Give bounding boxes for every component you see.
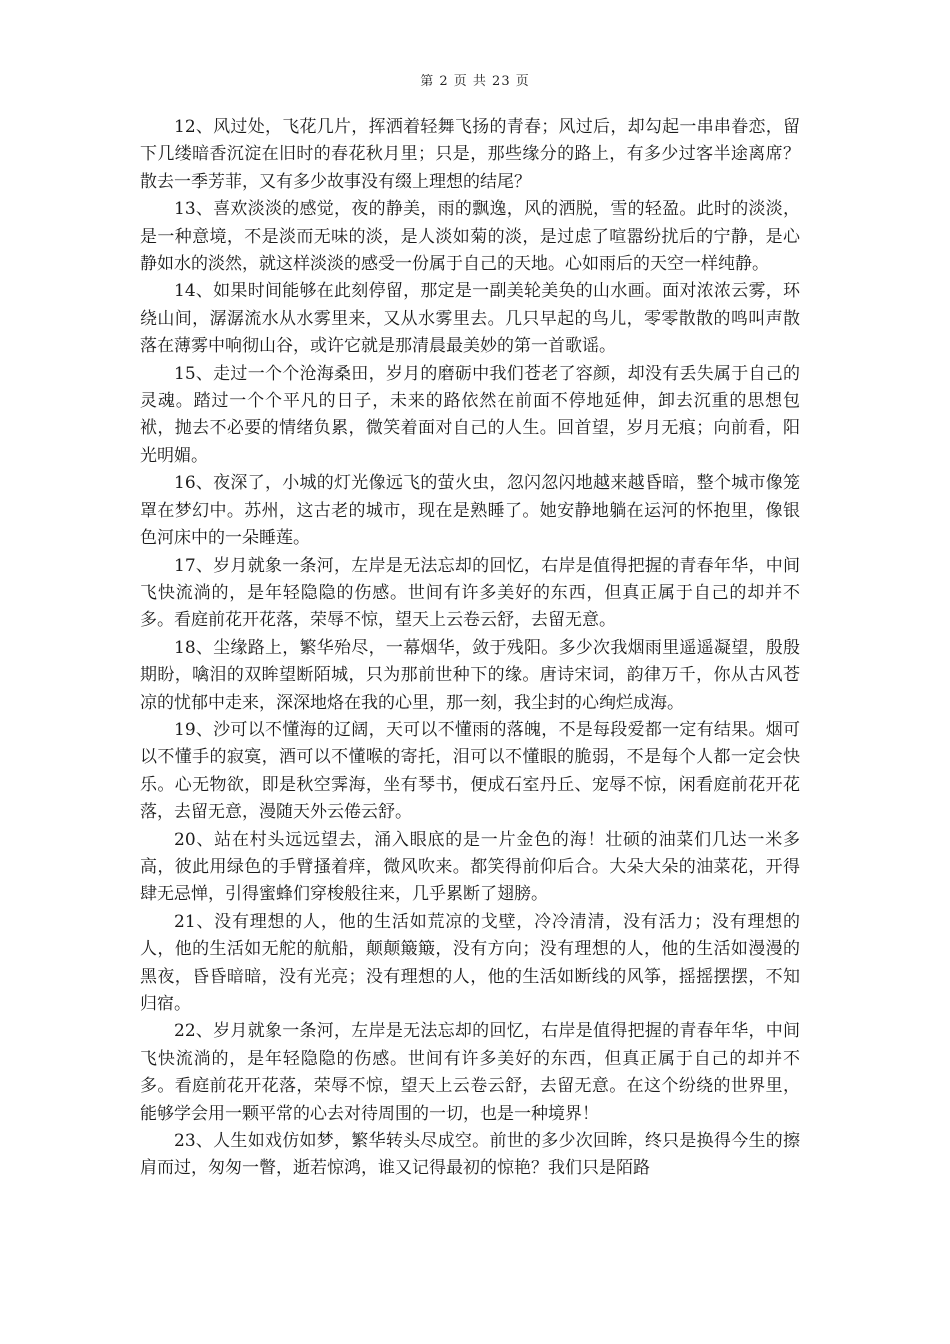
- page-indicator: 第 2 页 共 23 页: [420, 74, 530, 89]
- paragraph-21: 21、没有理想的人，他的生活如荒凉的戈壁，冷冷清清，没有活力；没有理想的人，他的生活如无舵的航船，颠颠簸簸，没有方向；没有理想的人，他的生活如漫漫的黑夜，昏昏暗暗，没有光亮；没有理想的人，他的生活如断线的风筝，摇摇摆摆，不知归宿。: [140, 911, 800, 1014]
- paragraph-18: 18、尘缘路上，繁华殆尽，一幕烟华，敛于残阳。多少次我烟雨里遥遥凝望，殷殷期盼，噙泪的双眸望断陌城，只为那前世种下的缘。唐诗宋词，韵律万千，你从古风苍凉的忧郁中走来，深深地烙在我的心里，那一刻，我尘封的心绚烂成海。: [140, 637, 800, 713]
- document-body: [140, 114, 800, 1183]
- paragraph-16: 16、夜深了，小城的灯光像远飞的萤火虫，忽闪忽闪地越来越昏暗，整个城市像笼罩在梦幻中。苏州，这古老的城市，现在是熟睡了。她安静地躺在运河的怀抱里，像银色河床中的一朵睡莲。: [140, 473, 800, 549]
- paragraph-17: 17、岁月就象一条河，左岸是无法忘却的回忆，右岸是值得把握的青春年华，中间飞快流淌的，是年轻隐隐的伤感。世间有许多美好的东西，但真正属于自己的却并不多。看庭前花开花落，荣辱不惊，望天上云卷云舒，去留无意。: [140, 555, 800, 631]
- paragraph-22: 22、岁月就象一条河，左岸是无法忘却的回忆，右岸是值得把握的青春年华，中间飞快流淌的，是年轻隐隐的伤感。世间有许多美好的东西，但真正属于自己的却并不多。看庭前花开花落，荣辱不惊，望天上云卷云舒，去留无意。在这个纷绕的世界里，能够学会用一颗平常的心去对待周围的一切，也是一种境界！: [140, 1021, 800, 1124]
- paragraph-20: 20、站在村头远远望去，涌入眼底的是一片金色的海！壮硕的油菜们几达一米多高，彼此用绿色的手臂搔着痒，微风吹来。都笑得前仰后合。大朵大朵的油菜花，开得肆无忌惮，引得蜜蜂们穿梭般往来，几乎累断了翅膀。: [140, 829, 800, 905]
- paragraph-13: 13、喜欢淡淡的感觉，夜的静美，雨的飘逸，风的洒脱，雪的轻盈。此时的淡淡，是一种意境，不是淡而无味的淡，是人淡如菊的淡，是过虑了喧嚣纷扰后的宁静，是心静如水的淡然，就这样淡淡的感受一份属于自己的天地。心如雨后的天空一样纯静。: [140, 199, 800, 275]
- paragraph-14: 14、如果时间能够在此刻停留，那定是一副美轮美奂的山水画。面对浓浓云雾，环绕山间，潺潺流水从水雾里来，又从水雾里去。几只早起的鸟儿，零零散散的鸣叫声散落在薄雾中响彻山谷，或许它就是那清晨最美妙的第一首歌谣。: [140, 281, 800, 357]
- paragraph-12: 12、风过处，飞花几片，挥洒着轻舞飞扬的青春；风过后，却勾起一串串眷恋，留下几缕暗香沉淀在旧时的春花秋月里；只是，那些缘分的路上，有多少过客半途离席？散去一季芳菲，又有多少故事没有缀上理想的结尾？: [140, 117, 800, 192]
- paragraph-23: 23、人生如戏仿如梦，繁华转头尽成空。前世的多少次回眸，终只是换得今生的擦肩而过，匆匆一瞥，逝若惊鸿，谁又记得最初的惊艳？我们只是陌路: [140, 1131, 800, 1179]
- paragraph-19: 19、沙可以不懂海的辽阔，天可以不懂雨的落魄，不是每段爱都一定有结果。烟可以不懂手的寂寞，酒可以不懂喉的寄托，泪可以不懂眼的脆弱，不是每个人都一定会快乐。心无物欲，即是秋空霁海，坐有琴书，便成石室丹丘、宠辱不惊，闲看庭前花开花落，去留无意，漫随天外云倦云舒。: [140, 719, 800, 823]
- paragraph-15: 15、走过一个个沧海桑田，岁月的磨砺中我们苍老了容颜，却没有丢失属于自己的灵魂。踏过一个个平凡的日子，未来的路依然在前面不停地延伸，卸去沉重的思想包袱，抛去不必要的情绪负累，微笑着面对自己的人生。回首望，岁月无痕；向前看，阳光明媚。: [140, 363, 800, 466]
